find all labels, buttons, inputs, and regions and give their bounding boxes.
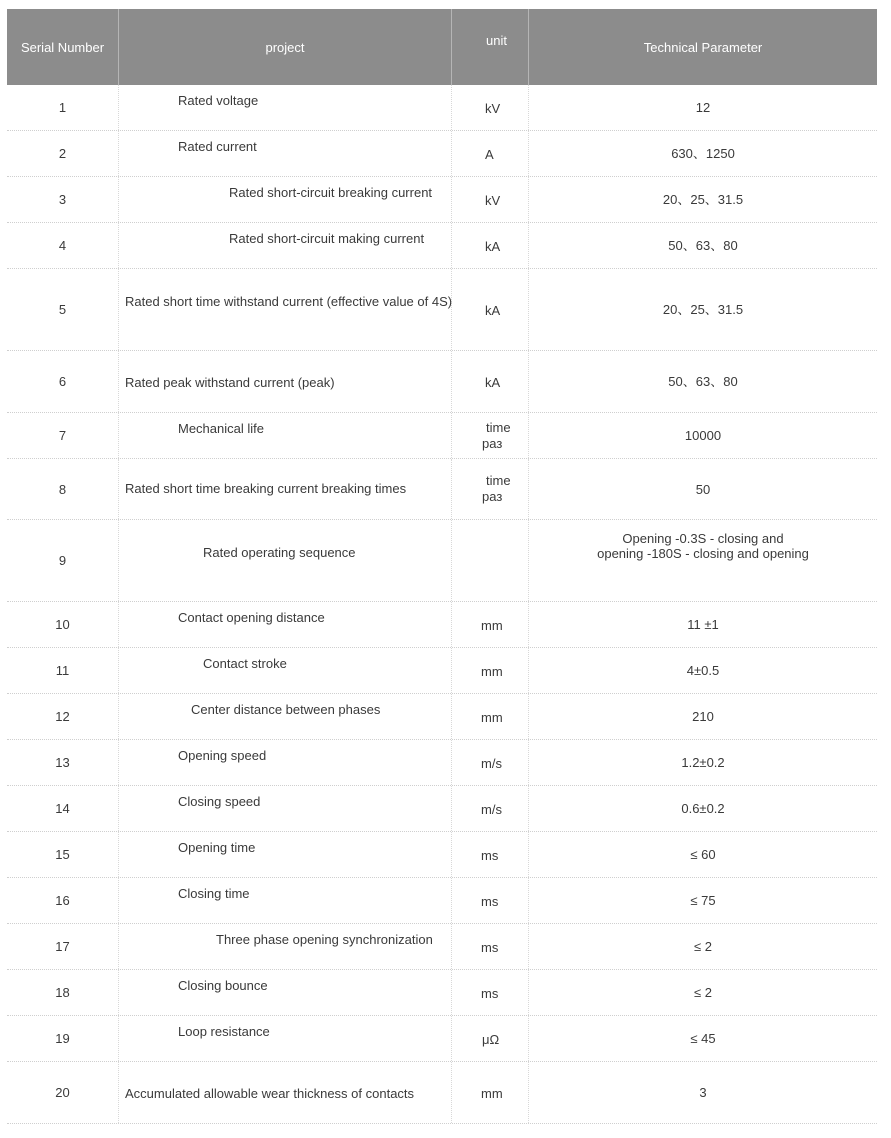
row-serial: [7, 85, 119, 130]
row-project: [119, 1016, 452, 1061]
row-project: [119, 924, 452, 969]
row-unit: [452, 970, 529, 1015]
cell-text: Rated voltage: [178, 93, 259, 108]
cell-text: Rated short time breaking current breaking times: [125, 481, 407, 496]
header-technical-parameter: [529, 9, 877, 85]
row-serial: [7, 786, 119, 831]
table-row: [7, 520, 877, 602]
cell-text: μΩ: [482, 1032, 500, 1047]
cell-text: Center distance between phases: [191, 702, 381, 717]
row-serial: [7, 1016, 119, 1061]
row-project: [119, 970, 452, 1015]
row-parameter: [529, 970, 877, 1015]
row-project: [119, 1062, 452, 1123]
cell-text: 19: [55, 1031, 70, 1046]
row-parameter: [529, 1062, 877, 1123]
cell-text: opening -180S - closing and opening: [597, 546, 809, 561]
cell-text: mm: [481, 1086, 503, 1101]
cell-text: 50、63、80: [668, 238, 738, 253]
cell-text: 50、63、80: [668, 374, 738, 389]
cell-text: 50: [695, 481, 711, 497]
row-unit: [452, 648, 529, 693]
cell-text: ms: [481, 894, 499, 909]
table-row: [7, 970, 877, 1016]
cell-text: 7: [58, 428, 67, 443]
row-project: [119, 602, 452, 647]
row-serial: [7, 131, 119, 176]
cell-text: 16: [55, 893, 70, 908]
spec-table: [7, 9, 877, 1124]
header-unit: [452, 9, 529, 85]
cell-text: kA: [485, 239, 501, 254]
row-parameter: [529, 85, 877, 130]
cell-text: kA: [485, 303, 501, 318]
cell-text: 11 ±1: [687, 617, 719, 632]
cell-text: Serial Number: [20, 39, 105, 55]
row-serial: [7, 648, 119, 693]
cell-text: 9: [58, 553, 67, 568]
table-row: [7, 694, 877, 740]
row-serial: [7, 694, 119, 739]
table-row: [7, 269, 877, 351]
row-unit: [452, 85, 529, 130]
row-serial: [7, 924, 119, 969]
table-row: [7, 1062, 877, 1124]
row-parameter: [529, 924, 877, 969]
cell-text: ms: [481, 940, 499, 955]
row-unit: [452, 459, 529, 519]
cell-text: ≤ 60: [690, 847, 716, 862]
table-row: [7, 131, 877, 177]
cell-text: 0.6±0.2: [681, 801, 725, 816]
row-project: [119, 740, 452, 785]
header-serial-number: [7, 9, 119, 85]
cell-text: 3: [699, 1085, 707, 1100]
cell-text: A: [485, 147, 494, 162]
row-parameter: [529, 832, 877, 877]
row-project: [119, 459, 452, 519]
row-project: [119, 520, 452, 601]
cell-text: kA: [485, 375, 501, 390]
cell-text: Rated operating sequence: [203, 545, 356, 560]
table-row: [7, 459, 877, 520]
row-unit: [452, 694, 529, 739]
row-unit: [452, 223, 529, 268]
row-unit: [452, 520, 529, 601]
row-parameter: [529, 648, 877, 693]
row-parameter: [529, 740, 877, 785]
cell-text: Rated short-circuit making current: [229, 231, 425, 246]
cell-text: Loop resistance: [178, 1024, 270, 1039]
cell-text: Rated current: [178, 139, 257, 154]
row-parameter: [529, 269, 877, 350]
row-unit: [452, 351, 529, 412]
row-serial: [7, 740, 119, 785]
row-project: [119, 694, 452, 739]
row-serial: [7, 413, 119, 458]
cell-text: 630、1250: [671, 146, 735, 161]
cell-text: ms: [481, 848, 499, 863]
row-parameter: [529, 786, 877, 831]
row-serial: [7, 602, 119, 647]
cell-text: ≤ 45: [690, 1031, 716, 1046]
cell-text: ≤ 75: [690, 893, 716, 908]
cell-text: mm: [481, 664, 503, 679]
cell-text: 210: [692, 709, 714, 724]
row-parameter: [529, 351, 877, 412]
cell-text: 20、25、31.5: [662, 302, 744, 317]
row-unit: [452, 832, 529, 877]
table-header: [7, 9, 877, 85]
cell-text: project: [265, 39, 305, 55]
table-row: [7, 832, 877, 878]
row-serial: [7, 177, 119, 222]
cell-text: m/s: [481, 802, 502, 817]
cell-text: 8: [58, 481, 67, 497]
cell-text: Opening -0.3S - closing and: [622, 531, 784, 546]
row-serial: [7, 459, 119, 519]
row-serial: [7, 520, 119, 601]
row-parameter: [529, 177, 877, 222]
table-row: [7, 1016, 877, 1062]
table-row: [7, 878, 877, 924]
cell-text: kV: [485, 193, 501, 208]
row-unit: [452, 602, 529, 647]
table-row: [7, 177, 877, 223]
row-unit: [452, 269, 529, 350]
row-serial: [7, 269, 119, 350]
cell-text: Rated peak withstand current (peak): [125, 375, 335, 390]
row-unit: [452, 1016, 529, 1061]
cell-text: 18: [55, 985, 70, 1000]
row-parameter: [529, 459, 877, 519]
cell-text: 17: [55, 939, 70, 954]
cell-text: 13: [55, 755, 70, 770]
cell-text: Closing speed: [178, 794, 261, 809]
row-parameter: [529, 520, 877, 601]
row-parameter: [529, 413, 877, 458]
cell-text: Technical Parameter: [643, 39, 763, 55]
cell-text: 12: [55, 709, 70, 724]
row-unit: [452, 1062, 529, 1123]
cell-text: раз: [482, 436, 503, 451]
cell-text: Three phase opening synchronization: [216, 932, 433, 947]
row-unit: [452, 924, 529, 969]
cell-text: m/s: [481, 756, 502, 771]
cell-text: Opening time: [178, 840, 256, 855]
row-parameter: [529, 131, 877, 176]
table-row: [7, 85, 877, 131]
cell-text: раз: [482, 489, 503, 504]
row-unit: [452, 413, 529, 458]
cell-text: 20、25、31.5: [662, 192, 744, 207]
cell-text: ≤ 2: [694, 939, 712, 954]
cell-text: time: [486, 420, 511, 435]
cell-text: 14: [55, 801, 70, 816]
cell-text: Opening speed: [178, 748, 267, 763]
row-serial: [7, 1062, 119, 1123]
row-parameter: [529, 602, 877, 647]
cell-text: 2: [58, 146, 67, 161]
cell-text: 1: [58, 100, 67, 115]
cell-text: 4±0.5: [686, 663, 720, 678]
row-project: [119, 131, 452, 176]
table-row: [7, 740, 877, 786]
row-project: [119, 85, 452, 130]
cell-text: ≤ 2: [694, 985, 712, 1000]
table-row: [7, 223, 877, 269]
cell-text: Closing bounce: [178, 978, 268, 993]
cell-text: mm: [481, 710, 503, 725]
cell-text: 3: [58, 192, 67, 207]
cell-text: unit: [486, 33, 507, 48]
cell-text: 10000: [684, 428, 722, 443]
table-row: [7, 786, 877, 832]
table-row: [7, 351, 877, 413]
cell-text: ms: [481, 986, 499, 1001]
cell-text: 15: [55, 847, 70, 862]
row-project: [119, 269, 452, 350]
row-serial: [7, 351, 119, 412]
row-unit: [452, 740, 529, 785]
table-row: [7, 413, 877, 459]
row-project: [119, 878, 452, 923]
cell-text: 4: [58, 238, 67, 253]
row-serial: [7, 223, 119, 268]
row-serial: [7, 878, 119, 923]
cell-text: 20: [55, 1085, 70, 1100]
table-row: [7, 648, 877, 694]
cell-text: 1.2±0.2: [681, 755, 725, 770]
row-project: [119, 177, 452, 222]
row-unit: [452, 177, 529, 222]
cell-text: Mechanical life: [178, 421, 264, 436]
row-project: [119, 351, 452, 412]
cell-text: time: [486, 473, 511, 488]
cell-text: 6: [58, 374, 67, 389]
cell-text: Contact stroke: [203, 656, 287, 671]
cell-text: Contact opening distance: [178, 610, 325, 625]
cell-text: Closing time: [178, 886, 250, 901]
row-parameter: [529, 878, 877, 923]
cell-text: kV: [485, 101, 501, 116]
table-row: [7, 602, 877, 648]
cell-text: Rated short time withstand current (effective value of 4S): [125, 294, 453, 309]
cell-text: mm: [481, 618, 503, 633]
row-unit: [452, 786, 529, 831]
row-project: [119, 223, 452, 268]
cell-text: 11: [55, 663, 70, 678]
row-parameter: [529, 223, 877, 268]
header-project: [119, 9, 452, 85]
cell-text: 12: [695, 100, 711, 115]
cell-text: 5: [58, 302, 67, 317]
row-unit: [452, 878, 529, 923]
row-parameter: [529, 694, 877, 739]
cell-text: Accumulated allowable wear thickness of contacts: [125, 1086, 415, 1101]
row-project: [119, 413, 452, 458]
cell-text: 10: [55, 617, 70, 632]
cell-text: Rated short-circuit breaking current: [229, 185, 433, 200]
row-parameter: [529, 1016, 877, 1061]
table-row: [7, 924, 877, 970]
row-serial: [7, 970, 119, 1015]
row-project: [119, 786, 452, 831]
row-project: [119, 832, 452, 877]
row-serial: [7, 832, 119, 877]
row-project: [119, 648, 452, 693]
row-unit: [452, 131, 529, 176]
